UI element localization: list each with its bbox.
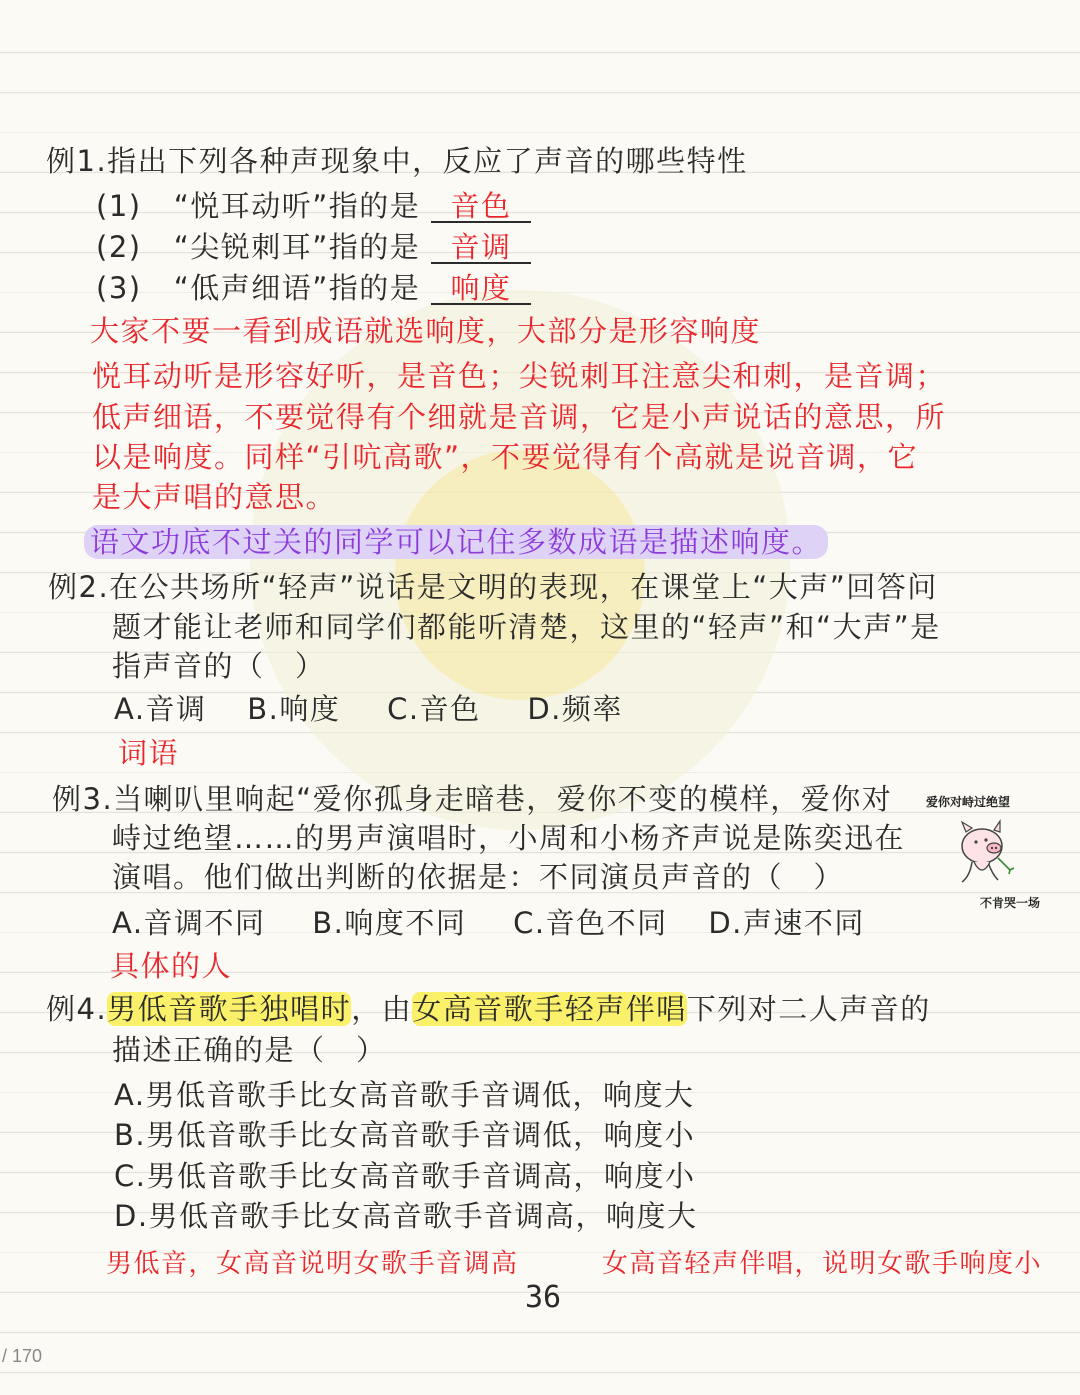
pig-icon <box>952 818 1032 890</box>
answer-blank: 响度 <box>431 273 531 305</box>
ex2-line-3: 指声音的（ ） <box>112 649 326 683</box>
ex1-item-3 <box>96 270 531 306</box>
ex4-label: 例4. <box>46 992 108 1026</box>
item-text: “低声细语”指的是 <box>173 271 421 305</box>
ex3-line-3: 演唱。他们做出判断的依据是：不同演员声音的（ ） <box>112 860 845 894</box>
item-number: (3) <box>96 271 142 305</box>
ex4-text: ，由 <box>351 992 413 1026</box>
option-d: D.频率 <box>527 692 623 726</box>
ex4-option-d: D.男低音歌手比女高音歌手音调高，响度大 <box>114 1199 698 1233</box>
ex1-note-4: 以是响度。同样“引吭高歌”，不要觉得有个高就是说音调，它 <box>92 440 919 474</box>
ex1-item-1 <box>96 188 531 224</box>
item-text: “悦耳动听”指的是 <box>173 189 421 223</box>
ex4-option-c: C.男低音歌手比女高音歌手音调高，响度小 <box>114 1159 696 1193</box>
option-a: A.音调不同 <box>112 906 266 940</box>
pig-sticker <box>922 788 1052 918</box>
highlighted-tip: 语文功底不过关的同学可以记住多数成语是描述响度。 <box>84 525 828 559</box>
sticker-caption-top: 爱你对峙过绝望 <box>926 795 1011 809</box>
ex3-line-2: 峙过绝望……的男声演唱时，小周和小杨齐声说是陈奕迅在 <box>112 821 906 855</box>
highlight-female-soprano: 女高音歌手轻声伴唱 <box>412 992 687 1026</box>
option-a: A.音调 <box>114 692 207 726</box>
ex1-note-2: 悦耳动听是形容好听，是音色；尖锐刺耳注意尖和刺，是音调； <box>92 359 947 393</box>
ex1-note-1: 大家不要一看到成语就选响度，大部分是形容响度 <box>90 314 762 348</box>
option-d: D.声速不同 <box>708 906 865 940</box>
option-b: B.响度不同 <box>312 906 467 940</box>
option-b: B.响度 <box>247 692 341 726</box>
answer-blank: 音色 <box>431 191 531 223</box>
ex4-line-2: 描述正确的是（ ） <box>112 1033 387 1067</box>
item-number: (2) <box>96 230 142 264</box>
ex4-note-left: 男低音，女高音说明女歌手音调高 <box>106 1249 519 1279</box>
item-text: “尖锐刺耳”指的是 <box>173 230 421 264</box>
ex2-options <box>114 691 623 727</box>
ex2-line-2: 题才能让老师和同学们都能听清楚，这里的“轻声”和“大声”是 <box>112 610 941 644</box>
ex4-option-a: A.男低音歌手比女高音歌手音调低，响度大 <box>114 1078 695 1112</box>
option-c: C.音色 <box>387 692 481 726</box>
item-number: (1) <box>96 189 142 223</box>
answer-blank: 音调 <box>431 232 531 264</box>
ex3-note: 具体的人 <box>110 949 233 983</box>
page-number: 36 <box>525 1280 562 1315</box>
ex2-line-1: 例2.在公共场所“轻声”说话是文明的表现，在课堂上“大声”回答问 <box>48 570 938 604</box>
sticker-caption-bottom: 不肯哭一场 <box>980 896 1041 910</box>
ex1-note-3: 低声细语，不要觉得有个细就是音调，它是小声说话的意思，所 <box>92 400 947 434</box>
ex4-note-right: 女高音轻声伴唱，说明女歌手响度小 <box>602 1249 1043 1279</box>
ex2-note: 词语 <box>118 736 180 770</box>
ex3-options <box>112 905 865 941</box>
page-counter: / 170 <box>2 1346 43 1366</box>
ex4-option-b: B.男低音歌手比女高音歌手音调低，响度小 <box>114 1118 696 1152</box>
ex1-tip <box>84 524 828 560</box>
highlight-male-bass: 男低音歌手独唱时 <box>107 992 352 1026</box>
ex4-line-1 <box>46 991 931 1027</box>
ex1-title: 例1.指出下列各种声现象中，反应了声音的哪些特性 <box>46 144 748 178</box>
ex3-line-1: 例3.当喇叭里响起“爱你孤身走暗巷，爱你不变的模样，爱你对 <box>52 782 893 816</box>
option-c: C.音色不同 <box>513 906 668 940</box>
ex4-text-end: 下列对二人声音的 <box>686 992 931 1026</box>
ex1-note-5: 是大声唱的意思。 <box>92 480 337 514</box>
ex1-item-2 <box>96 229 531 265</box>
